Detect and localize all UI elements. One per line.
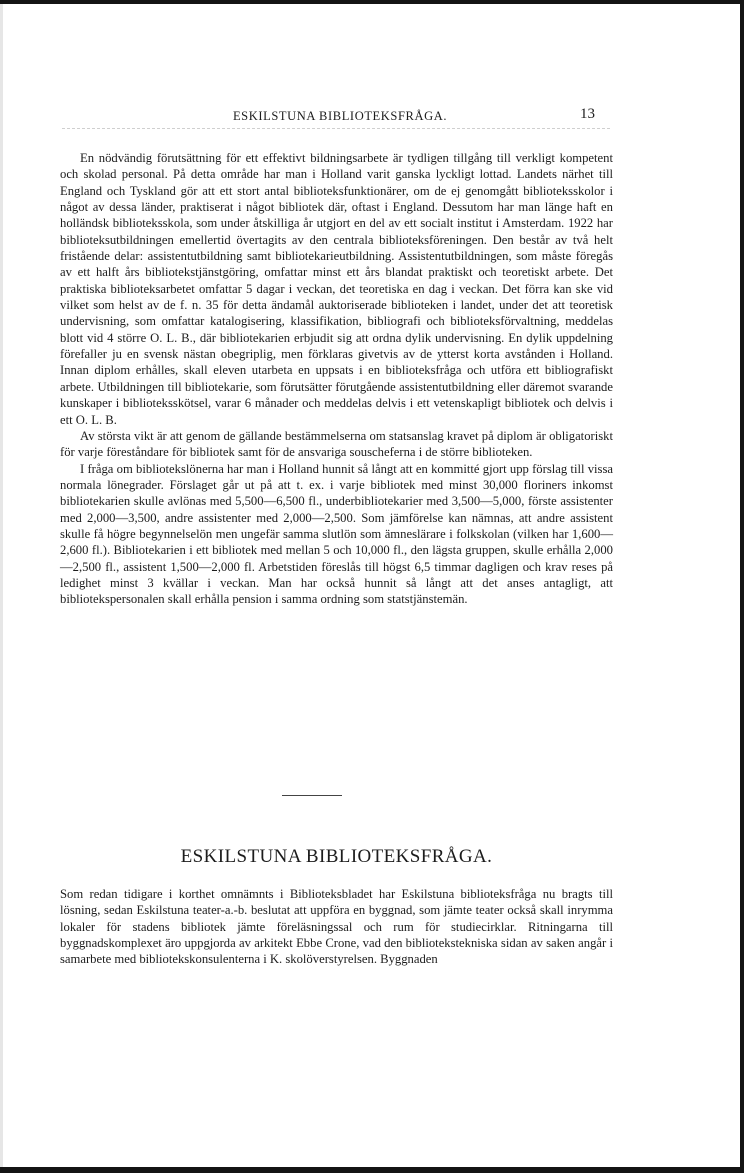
body-paragraph: Av största vikt är att genom de gällande bestämmelserna om statsanslag kravet på diplom är obligatoriskt för varje föreståndare för bibliotek samt för de ansvariga souscheferna i de större biblioteken. — [60, 428, 613, 460]
page-number: 13 — [580, 106, 595, 122]
section-divider — [282, 795, 342, 796]
scan-border-top — [0, 0, 744, 4]
running-title: ESKILSTUNA BIBLIOTEKSFRÅGA. — [232, 109, 448, 123]
scan-border-right — [740, 0, 744, 1173]
section-paragraph: Som redan tidigare i korthet omnämnts i Biblioteksbladet har Eskilstuna biblioteksfråga nu bragts till lösning, sedan Eskilstuna teater-a.-b. beslutat att uppföra en byggnad, som jämte teater också skall inrymma lokaler för stadens bibliotek jämte föreläsningssal och rum för studiecirklar. Ritningarna till byggnadskomplexet äro uppgjorda av arkitekt Ebbe Crone, vad den bibliotekstekniska sidan av saken angår i samarbete med bibliotekskonsulenterna i K. skolöverstyrelsen. Byggnaden — [60, 887, 613, 967]
scan-left-shade — [0, 0, 3, 1173]
header-rule — [62, 128, 610, 129]
running-head — [0, 105, 744, 127]
body-paragraph: I fråga om bibliotekslönerna har man i Holland hunnit så långt att en kommitté gjort upp förslag till vissa normala lönegrader. Förslaget går ut på att t. ex. i varje bibliotek med minst 30,000 floriners inkomst bibliotekarien skulle avlönas med 5,500—6,500 fl., underbibliotekarier med 3,500—5,000, förste assistenter med 2,000—3,500, andre assistenter med 2,000—2,500. Som jämförelse kan nämnas, att andre assistent skulle få högre begynnelselön men ungefär samma slutlön som ämneslärare i folkskolan (vilken har 1,600—2,600 fl.). Bibliotekarien i ett bibliotek med mellan 5 och 10,000 fl., den lägsta gruppen, skulle erhålla 2,000—2,500 fl., assistent 1,500—2,000 fl. Arbetstiden föreslås till högst 6,5 timmar dagligen och krav reses på ledighet minst 3 kvällar i veckan. Man har också hunnit så långt att det anses antagligt, att bibliotekspersonalen skall erhålla pension i samma ordning som statstjänstemän. — [60, 461, 613, 607]
section-body — [60, 886, 613, 968]
article-body — [60, 150, 613, 608]
body-paragraph: En nödvändig förutsättning för ett effektivt bildningsarbete är tydligen tillgång till verkligt kompetent och skolad personal. På detta område har man i Holland varit ganska lyckligt lottad. Landets närhet till England och Tyskland gör att ett stort antal biblioteksfunktionärer, om de ej genomgått biblioteksskolor i något av dessa länder, praktiserat i något bibliotek där, oftast i England. Dessutom har man länge haft en holländsk biblioteksskola, som under åtskilliga år utgjort en del av ett socialt institut i Amsterdam. 1922 har biblioteksutbildningen emellertid övertagits av den centrala biblioteksföreningen. Den består av två helt fristående delar: assistentutbildning samt bibliotekarieutbildning. Assistentutbildningen, som måste föregås av ett halft års bibliotekstjänstgöring, omfattar minst ett års blandat praktiskt och teoretiskt arbete. Det praktiska biblioteksarbetet omfattar 5 dagar i veckan, det teoretiska en dag i veckan. Det förra kan ske vid vilket som helst av de f. n. 35 för detta ändamål auktoriserade biblioteken i landet, under det att teoretisk undervisning, som omfattar katalogisering, klassifikation, bibliografi och biblioteksförvaltning, meddelas blott vid 4 större O. L. B., där bibliotekarien erbjudit sig att ordna dylik undervisning. En dylik uppdelning förefaller ju en svensk nästan obegriplig, men förklaras givetvis av de ytterst korta avstånden i Holland. Innan diplom erhålles, skall eleven utarbeta en uppsats i en biblioteksfråga och utföra ett bibliografiskt arbete. Utbildningen till bibliotekarie, som förutsätter förutgående assistentutbildning eller däremot svarande kunskaper i biblioteksskötsel, varar 6 månader och meddelas delvis i ett vetenskapligt bibliotek och delvis i ett O. L. B. — [60, 151, 613, 427]
section-title: ESKILSTUNA BIBLIOTEKSFRÅGA. — [180, 846, 493, 867]
scan-border-bottom — [0, 1167, 744, 1173]
